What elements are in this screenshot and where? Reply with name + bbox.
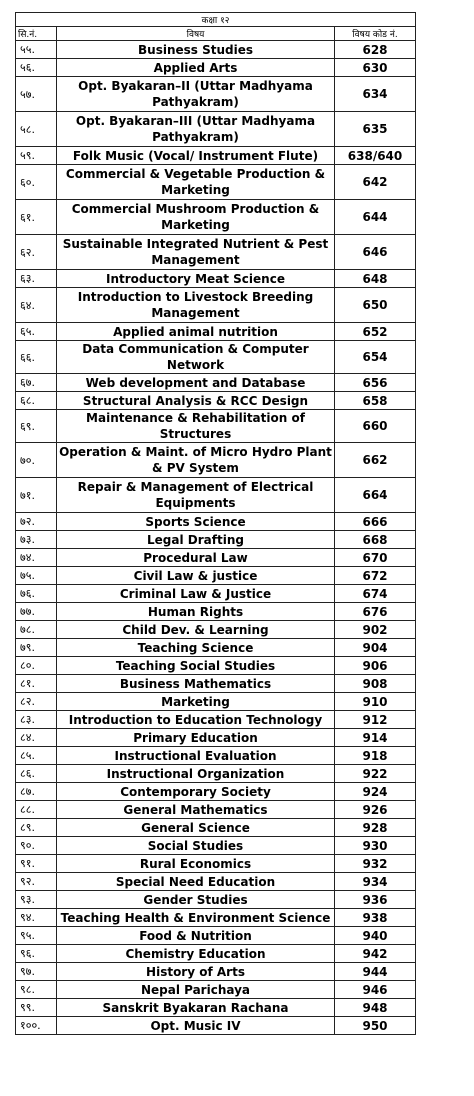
subject-cell: Teaching Health & Environment Science [57, 909, 335, 927]
serial-number-cell: ६९. [16, 410, 57, 443]
subject-code-cell: 670 [335, 549, 416, 567]
subject-cell: Web development and Database [57, 374, 335, 392]
serial-number-cell: ६७. [16, 374, 57, 392]
subject-code-cell: 646 [335, 235, 416, 270]
table-row [16, 200, 416, 235]
table-row [16, 41, 416, 59]
serial-number-cell: ७७. [16, 603, 57, 621]
table-row [16, 783, 416, 801]
serial-number-cell: ७९. [16, 639, 57, 657]
serial-number-cell: ८२. [16, 693, 57, 711]
subject-code-cell: 946 [335, 981, 416, 999]
table-row [16, 909, 416, 927]
serial-number-cell: ८९. [16, 819, 57, 837]
subject-code-cell: 648 [335, 270, 416, 288]
subject-code-cell: 908 [335, 675, 416, 693]
header-subject: विषय [57, 27, 335, 41]
serial-number-cell: ९२. [16, 873, 57, 891]
subject-code-cell: 630 [335, 59, 416, 77]
subject-code-cell: 926 [335, 801, 416, 819]
table-row [16, 374, 416, 392]
serial-number-cell: ९८. [16, 981, 57, 999]
serial-number-cell: ८६. [16, 765, 57, 783]
subject-cell: Business Mathematics [57, 675, 335, 693]
serial-number-cell: ९७. [16, 963, 57, 981]
subject-code-cell: 924 [335, 783, 416, 801]
subject-cell: Introduction to Livestock Breeding Management [57, 288, 335, 323]
serial-number-cell: ९९. [16, 999, 57, 1017]
serial-number-cell: ७३. [16, 531, 57, 549]
subject-cell: Opt. Byakaran–II (Uttar Madhyama Pathyakram) [57, 77, 335, 112]
table-row [16, 112, 416, 147]
table-row [16, 165, 416, 200]
serial-number-cell: ६५. [16, 323, 57, 341]
table-row [16, 443, 416, 478]
serial-number-cell: ५५. [16, 41, 57, 59]
subject-code-cell: 904 [335, 639, 416, 657]
table-row [16, 478, 416, 513]
table-row [16, 693, 416, 711]
subject-code-cell: 942 [335, 945, 416, 963]
subject-code-cell: 656 [335, 374, 416, 392]
serial-number-cell: १००. [16, 1017, 57, 1035]
table-row [16, 837, 416, 855]
subject-cell: Teaching Social Studies [57, 657, 335, 675]
serial-number-cell: ५७. [16, 77, 57, 112]
subject-cell: Instructional Organization [57, 765, 335, 783]
subject-code-cell: 666 [335, 513, 416, 531]
serial-number-cell: ७६. [16, 585, 57, 603]
table-row [16, 77, 416, 112]
subject-cell: Child Dev. & Learning [57, 621, 335, 639]
subject-code-cell: 902 [335, 621, 416, 639]
table-row [16, 513, 416, 531]
serial-number-cell: ७०. [16, 443, 57, 478]
serial-number-cell: ८४. [16, 729, 57, 747]
serial-number-cell: ९६. [16, 945, 57, 963]
table-row [16, 341, 416, 374]
subject-cell: Rural Economics [57, 855, 335, 873]
table-row [16, 801, 416, 819]
subject-cell: Repair & Management of Electrical Equipments [57, 478, 335, 513]
subject-cell: Sustainable Integrated Nutrient & Pest Management [57, 235, 335, 270]
subject-cell: Introductory Meat Science [57, 270, 335, 288]
subject-cell: Procedural Law [57, 549, 335, 567]
table-row [16, 747, 416, 765]
serial-number-cell: ७५. [16, 567, 57, 585]
subject-cell: General Science [57, 819, 335, 837]
table-body [16, 41, 416, 1035]
serial-number-cell: ८७. [16, 783, 57, 801]
serial-number-cell: ५९. [16, 147, 57, 165]
table-row [16, 567, 416, 585]
subject-code-cell: 950 [335, 1017, 416, 1035]
subject-cell: Sanskrit Byakaran Rachana [57, 999, 335, 1017]
subject-code-cell: 674 [335, 585, 416, 603]
table-row [16, 585, 416, 603]
subject-code-cell: 936 [335, 891, 416, 909]
table-row [16, 927, 416, 945]
table-row [16, 765, 416, 783]
serial-number-cell: ८८. [16, 801, 57, 819]
serial-number-cell: ९३. [16, 891, 57, 909]
subject-code-cell: 652 [335, 323, 416, 341]
subject-cell: Operation & Maint. of Micro Hydro Plant & PV System [57, 443, 335, 478]
serial-number-cell: ७२. [16, 513, 57, 531]
serial-number-cell: ८१. [16, 675, 57, 693]
table-row [16, 531, 416, 549]
table-row [16, 288, 416, 323]
subject-code-cell: 932 [335, 855, 416, 873]
serial-number-cell: ५६. [16, 59, 57, 77]
subject-cell: Structural Analysis & RCC Design [57, 392, 335, 410]
serial-number-cell: ६३. [16, 270, 57, 288]
subject-code-cell: 658 [335, 392, 416, 410]
table-row [16, 1017, 416, 1035]
header-serial-number: सि.नं. [16, 27, 57, 41]
subject-cell: Gender Studies [57, 891, 335, 909]
subject-cell: Folk Music (Vocal/ Instrument Flute) [57, 147, 335, 165]
subject-code-cell: 934 [335, 873, 416, 891]
subject-code-cell: 930 [335, 837, 416, 855]
subject-cell: Opt. Byakaran–III (Uttar Madhyama Pathyakram) [57, 112, 335, 147]
serial-number-cell: ९५. [16, 927, 57, 945]
serial-number-cell: ८५. [16, 747, 57, 765]
serial-number-cell: ५८. [16, 112, 57, 147]
subject-code-cell: 914 [335, 729, 416, 747]
subject-cell: Civil Law & justice [57, 567, 335, 585]
subject-cell: Primary Education [57, 729, 335, 747]
serial-number-cell: ६१. [16, 200, 57, 235]
subject-code-cell: 668 [335, 531, 416, 549]
subject-code-cell: 662 [335, 443, 416, 478]
serial-number-cell: ९०. [16, 837, 57, 855]
serial-number-cell: ८०. [16, 657, 57, 675]
subject-cell: Contemporary Society [57, 783, 335, 801]
table-row [16, 270, 416, 288]
serial-number-cell: ६२. [16, 235, 57, 270]
subject-code-cell: 635 [335, 112, 416, 147]
subject-cell: Legal Drafting [57, 531, 335, 549]
subject-cell: Commercial Mushroom Production & Marketing [57, 200, 335, 235]
subject-cell: History of Arts [57, 963, 335, 981]
table-row [16, 392, 416, 410]
table-row [16, 603, 416, 621]
table-row [16, 59, 416, 77]
subject-cell: Maintenance & Rehabilitation of Structures [57, 410, 335, 443]
subject-code-cell: 654 [335, 341, 416, 374]
table-row [16, 873, 416, 891]
table-row [16, 235, 416, 270]
header-subject-code: विषय कोड नं. [335, 27, 416, 41]
serial-number-cell: ७४. [16, 549, 57, 567]
subject-code-cell: 918 [335, 747, 416, 765]
serial-number-cell: ८३. [16, 711, 57, 729]
table-row [16, 999, 416, 1017]
serial-number-cell: ६६. [16, 341, 57, 374]
table-row [16, 621, 416, 639]
table-row [16, 945, 416, 963]
subject-code-cell: 644 [335, 200, 416, 235]
serial-number-cell: ६८. [16, 392, 57, 410]
serial-number-cell: ६०. [16, 165, 57, 200]
table-row [16, 657, 416, 675]
subject-cell: Instructional Evaluation [57, 747, 335, 765]
subject-cell: Introduction to Education Technology [57, 711, 335, 729]
subject-cell: Nepal Parichaya [57, 981, 335, 999]
table-row [16, 639, 416, 657]
subject-code-table [15, 12, 416, 1035]
subject-code-cell: 638/640 [335, 147, 416, 165]
subject-cell: Opt. Music IV [57, 1017, 335, 1035]
subject-cell: Chemistry Education [57, 945, 335, 963]
serial-number-cell: ६४. [16, 288, 57, 323]
subject-cell: Teaching Science [57, 639, 335, 657]
subject-cell: Business Studies [57, 41, 335, 59]
subject-code-cell: 910 [335, 693, 416, 711]
subject-code-cell: 944 [335, 963, 416, 981]
table-row [16, 675, 416, 693]
subject-cell: Criminal Law & Justice [57, 585, 335, 603]
subject-cell: Food & Nutrition [57, 927, 335, 945]
subject-code-cell: 922 [335, 765, 416, 783]
subject-code-cell: 928 [335, 819, 416, 837]
serial-number-cell: ७१. [16, 478, 57, 513]
table-row [16, 981, 416, 999]
table-row [16, 147, 416, 165]
serial-number-cell: ९४. [16, 909, 57, 927]
subject-code-cell: 672 [335, 567, 416, 585]
subject-code-cell: 676 [335, 603, 416, 621]
subject-cell: Data Communication & Computer Network [57, 341, 335, 374]
table-row [16, 410, 416, 443]
subject-code-cell: 906 [335, 657, 416, 675]
subject-cell: General Mathematics [57, 801, 335, 819]
subject-cell: Applied animal nutrition [57, 323, 335, 341]
subject-code-cell: 660 [335, 410, 416, 443]
subject-cell: Applied Arts [57, 59, 335, 77]
table-row [16, 891, 416, 909]
subject-code-cell: 628 [335, 41, 416, 59]
table-caption: कक्षा १२ [16, 13, 416, 27]
subject-code-cell: 912 [335, 711, 416, 729]
subject-code-cell: 650 [335, 288, 416, 323]
subject-cell: Social Studies [57, 837, 335, 855]
serial-number-cell: ७८. [16, 621, 57, 639]
subject-code-cell: 948 [335, 999, 416, 1017]
subject-code-cell: 664 [335, 478, 416, 513]
serial-number-cell: ९१. [16, 855, 57, 873]
subject-cell: Human Rights [57, 603, 335, 621]
table-row [16, 819, 416, 837]
subject-code-cell: 940 [335, 927, 416, 945]
subject-cell: Sports Science [57, 513, 335, 531]
table-row [16, 323, 416, 341]
subject-cell: Special Need Education [57, 873, 335, 891]
table-row [16, 711, 416, 729]
table-row [16, 549, 416, 567]
subject-cell: Commercial & Vegetable Production & Marketing [57, 165, 335, 200]
subject-code-cell: 634 [335, 77, 416, 112]
table-row [16, 729, 416, 747]
subject-code-cell: 642 [335, 165, 416, 200]
table-row [16, 855, 416, 873]
table-row [16, 963, 416, 981]
subject-cell: Marketing [57, 693, 335, 711]
subject-code-cell: 938 [335, 909, 416, 927]
